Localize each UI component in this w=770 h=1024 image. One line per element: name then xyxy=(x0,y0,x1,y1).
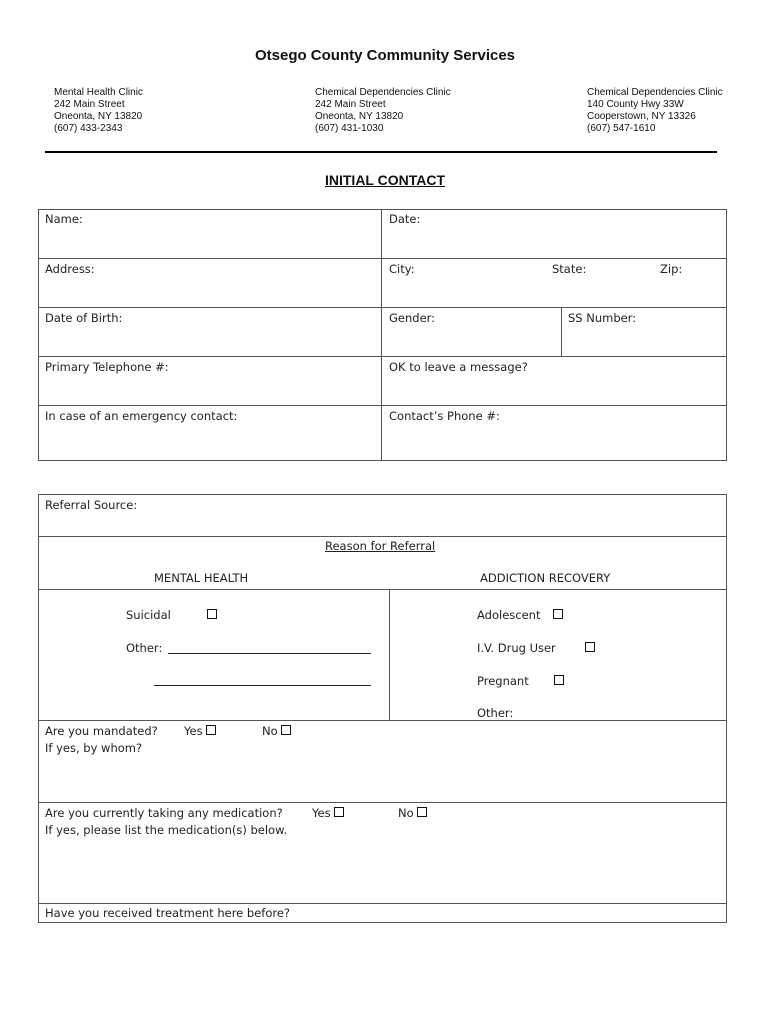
other-ar-field[interactable]: Other: xyxy=(477,706,514,720)
mandated-no-option[interactable]: No xyxy=(262,724,291,738)
gender-field[interactable]: Gender: xyxy=(389,311,436,325)
form-title: INITIAL CONTACT xyxy=(324,172,446,188)
ok-message-field[interactable]: OK to leave a message? xyxy=(389,360,528,374)
reason-for-referral-heading: Reason for Referral xyxy=(325,539,436,553)
other-mh-line-1[interactable] xyxy=(168,653,371,654)
mandated-yes-option[interactable]: Yes xyxy=(184,724,216,738)
medication-no-checkbox[interactable] xyxy=(417,807,427,817)
suicidal-checkbox[interactable] xyxy=(207,609,217,619)
state-field[interactable]: State: xyxy=(552,262,587,276)
dob-field[interactable]: Date of Birth: xyxy=(45,311,123,325)
by-whom-field[interactable]: If yes, by whom? xyxy=(45,741,143,755)
mandated-yes-checkbox[interactable] xyxy=(206,725,216,735)
clinic-address-3: Chemical Dependencies Clinic 140 County Hwy 33W Cooperstown, NY 13326 (607) 547-1610 xyxy=(587,87,723,134)
mandated-no-checkbox[interactable] xyxy=(281,725,291,735)
mandated-question: Are you mandated? xyxy=(45,724,158,738)
clinic-address-2: Chemical Dependencies Clinic 242 Main Street Oneonta, NY 13820 (607) 431-1030 xyxy=(315,87,451,134)
medication-no-option[interactable]: No xyxy=(398,806,427,820)
medication-question: Are you currently taking any medication? xyxy=(45,806,283,820)
medication-yes-option[interactable]: Yes xyxy=(312,806,344,820)
adolescent-checkbox[interactable] xyxy=(553,609,563,619)
contact-table xyxy=(38,209,727,461)
ssn-field[interactable]: SS Number: xyxy=(568,311,637,325)
medication-yes-checkbox[interactable] xyxy=(334,807,344,817)
treatment-question[interactable]: Have you received treatment here before? xyxy=(45,906,291,920)
other-mh-line-2[interactable] xyxy=(154,685,371,686)
other-mh-label: Other: xyxy=(126,641,163,655)
date-field[interactable]: Date: xyxy=(389,212,421,226)
referral-source-field[interactable]: Referral Source: xyxy=(45,498,138,512)
iv-drug-option[interactable]: I.V. Drug User xyxy=(477,641,595,655)
contact-phone-field[interactable]: Contact’s Phone #: xyxy=(389,409,500,423)
city-field[interactable]: City: xyxy=(389,262,415,276)
header-divider xyxy=(45,151,717,153)
phone-field[interactable]: Primary Telephone #: xyxy=(45,360,169,374)
suicidal-option[interactable]: Suicidal xyxy=(126,608,217,622)
medication-list-field[interactable]: If yes, please list the medication(s) below. xyxy=(45,823,288,837)
page-title: Otsego County Community Services xyxy=(254,47,516,64)
name-field[interactable]: Name: xyxy=(45,212,83,226)
zip-field[interactable]: Zip: xyxy=(660,262,683,276)
pregnant-option[interactable]: Pregnant xyxy=(477,674,564,688)
clinic-address-1: Mental Health Clinic 242 Main Street Oneonta, NY 13820 (607) 433-2343 xyxy=(54,87,143,134)
referral-table xyxy=(38,494,727,923)
pregnant-checkbox[interactable] xyxy=(554,675,564,685)
addiction-recovery-heading: ADDICTION RECOVERY xyxy=(480,571,611,585)
adolescent-option[interactable]: Adolescent xyxy=(477,608,563,622)
iv-drug-checkbox[interactable] xyxy=(585,642,595,652)
address-field[interactable]: Address: xyxy=(45,262,95,276)
mental-health-heading: MENTAL HEALTH xyxy=(154,571,249,585)
emergency-contact-field[interactable]: In case of an emergency contact: xyxy=(45,409,238,423)
